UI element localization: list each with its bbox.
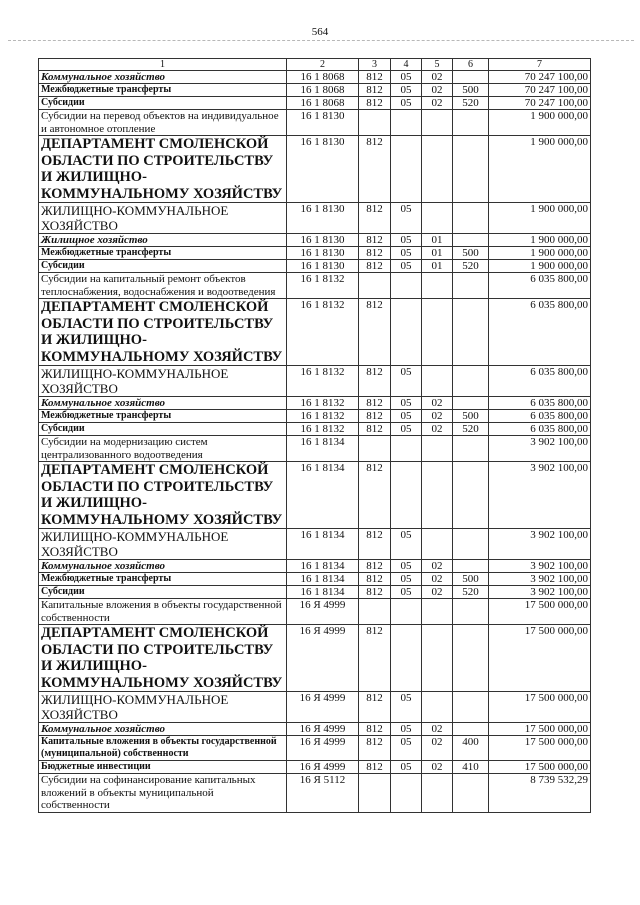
cell-ministry-code xyxy=(359,273,391,299)
cell-ministry-code: 812 xyxy=(359,136,391,203)
cell-amount: 1 900 000,00 xyxy=(489,260,591,273)
cell-subsection-code xyxy=(422,436,453,462)
cell-amount: 3 902 100,00 xyxy=(489,573,591,586)
cell-section-code xyxy=(391,110,422,136)
cell-section-code xyxy=(391,462,422,529)
cell-name: ДЕПАРТАМЕНТ СМОЛЕНСКОЙ ОБЛАСТИ ПО СТРОИТЕЛЬСТВУ И ЖИЛИЩНО-КОММУНАЛЬНОМУ ХОЗЯЙСТВУ xyxy=(39,625,287,692)
cell-subsection-code xyxy=(422,599,453,625)
cell-ministry-code: 812 xyxy=(359,203,391,234)
cell-expense-type xyxy=(453,462,489,529)
cell-subsection-code: 02 xyxy=(422,423,453,436)
cell-target-code: 16 1 8132 xyxy=(287,423,359,436)
cell-expense-type xyxy=(453,234,489,247)
cell-expense-type xyxy=(453,397,489,410)
table-row xyxy=(39,71,591,84)
cell-name: Коммунальное хозяйство xyxy=(39,71,287,84)
cell-section-code: 05 xyxy=(391,560,422,573)
cell-amount: 70 247 100,00 xyxy=(489,71,591,84)
cell-subsection-code: 02 xyxy=(422,397,453,410)
cell-expense-type xyxy=(453,366,489,397)
table-row xyxy=(39,586,591,599)
cell-section-code: 05 xyxy=(391,247,422,260)
table-row xyxy=(39,560,591,573)
cell-section-code xyxy=(391,599,422,625)
table-row xyxy=(39,366,591,397)
cell-expense-type xyxy=(453,599,489,625)
cell-section-code xyxy=(391,436,422,462)
cell-section-code: 05 xyxy=(391,234,422,247)
cell-expense-type: 500 xyxy=(453,573,489,586)
cell-target-code: 16 1 8134 xyxy=(287,560,359,573)
cell-section-code xyxy=(391,774,422,813)
cell-section-code: 05 xyxy=(391,723,422,736)
cell-name: Субсидии на перевод объектов на индивидуальное и автономное отопление xyxy=(39,110,287,136)
cell-subsection-code: 02 xyxy=(422,586,453,599)
cell-amount: 3 902 100,00 xyxy=(489,462,591,529)
table-row xyxy=(39,723,591,736)
cell-expense-type: 520 xyxy=(453,260,489,273)
cell-amount: 6 035 800,00 xyxy=(489,366,591,397)
header-cell-1: 1 xyxy=(39,59,287,71)
cell-ministry-code: 812 xyxy=(359,586,391,599)
cell-expense-type: 500 xyxy=(453,410,489,423)
cell-name: ЖИЛИЩНО-КОММУНАЛЬНОЕ ХОЗЯЙСТВО xyxy=(39,203,287,234)
cell-subsection-code xyxy=(422,136,453,203)
table-row xyxy=(39,573,591,586)
cell-section-code xyxy=(391,136,422,203)
cell-expense-type xyxy=(453,71,489,84)
cell-amount: 8 739 532,29 xyxy=(489,774,591,813)
cell-expense-type: 500 xyxy=(453,84,489,97)
cell-expense-type: 520 xyxy=(453,586,489,599)
cell-target-code: 16 1 8130 xyxy=(287,234,359,247)
cell-target-code: 16 Я 4999 xyxy=(287,625,359,692)
header-cell-2: 2 xyxy=(287,59,359,71)
cell-name: Межбюджетные трансферты xyxy=(39,410,287,423)
cell-subsection-code: 02 xyxy=(422,573,453,586)
cell-section-code xyxy=(391,299,422,366)
cell-expense-type xyxy=(453,774,489,813)
cell-section-code: 05 xyxy=(391,529,422,560)
cell-ministry-code: 812 xyxy=(359,723,391,736)
header-cell-4: 4 xyxy=(391,59,422,71)
cell-expense-type: 410 xyxy=(453,761,489,774)
cell-ministry-code: 812 xyxy=(359,573,391,586)
cell-section-code: 05 xyxy=(391,410,422,423)
table-row xyxy=(39,97,591,110)
cell-section-code: 05 xyxy=(391,203,422,234)
cell-subsection-code xyxy=(422,203,453,234)
cell-expense-type xyxy=(453,299,489,366)
cell-ministry-code: 812 xyxy=(359,560,391,573)
table-row xyxy=(39,299,591,366)
cell-amount: 3 902 100,00 xyxy=(489,436,591,462)
cell-subsection-code: 01 xyxy=(422,234,453,247)
table-row xyxy=(39,599,591,625)
cell-subsection-code xyxy=(422,299,453,366)
cell-expense-type xyxy=(453,723,489,736)
cell-target-code: 16 1 8134 xyxy=(287,573,359,586)
table-row xyxy=(39,203,591,234)
cell-target-code: 16 1 8132 xyxy=(287,397,359,410)
cell-section-code xyxy=(391,273,422,299)
cell-name: Субсидии xyxy=(39,423,287,436)
cell-name: Коммунальное хозяйство xyxy=(39,560,287,573)
cell-ministry-code: 812 xyxy=(359,84,391,97)
cell-subsection-code xyxy=(422,692,453,723)
cell-section-code: 05 xyxy=(391,97,422,110)
cell-amount: 17 500 000,00 xyxy=(489,692,591,723)
cell-expense-type xyxy=(453,436,489,462)
cell-amount: 3 902 100,00 xyxy=(489,529,591,560)
cell-ministry-code: 812 xyxy=(359,761,391,774)
cell-target-code: 16 Я 4999 xyxy=(287,599,359,625)
cell-target-code: 16 1 8130 xyxy=(287,247,359,260)
cell-ministry-code: 812 xyxy=(359,736,391,761)
cell-name: Капитальные вложения в объекты государственной собственности xyxy=(39,599,287,625)
cell-subsection-code xyxy=(422,625,453,692)
cell-subsection-code xyxy=(422,774,453,813)
cell-ministry-code: 812 xyxy=(359,692,391,723)
cell-expense-type xyxy=(453,529,489,560)
table-row xyxy=(39,529,591,560)
cell-amount: 1 900 000,00 xyxy=(489,203,591,234)
cell-ministry-code: 812 xyxy=(359,71,391,84)
cell-ministry-code: 812 xyxy=(359,423,391,436)
table-row xyxy=(39,423,591,436)
cell-ministry-code: 812 xyxy=(359,247,391,260)
cell-subsection-code xyxy=(422,110,453,136)
cell-target-code: 16 1 8132 xyxy=(287,299,359,366)
cell-name: ЖИЛИЩНО-КОММУНАЛЬНОЕ ХОЗЯЙСТВО xyxy=(39,529,287,560)
cell-amount: 3 902 100,00 xyxy=(489,560,591,573)
cell-subsection-code: 02 xyxy=(422,410,453,423)
cell-target-code: 16 1 8132 xyxy=(287,366,359,397)
cell-section-code: 05 xyxy=(391,71,422,84)
cell-subsection-code xyxy=(422,273,453,299)
cell-target-code: 16 1 8130 xyxy=(287,203,359,234)
cell-amount: 6 035 800,00 xyxy=(489,423,591,436)
cell-name: Субсидии на софинансирование капитальных вложений в объекты муниципальной собственности xyxy=(39,774,287,813)
cell-amount: 3 902 100,00 xyxy=(489,586,591,599)
cell-amount: 6 035 800,00 xyxy=(489,410,591,423)
cell-expense-type: 500 xyxy=(453,247,489,260)
table-row xyxy=(39,761,591,774)
cell-target-code: 16 1 8130 xyxy=(287,110,359,136)
cell-ministry-code: 812 xyxy=(359,410,391,423)
cell-expense-type xyxy=(453,110,489,136)
cell-ministry-code: 812 xyxy=(359,299,391,366)
table-row xyxy=(39,692,591,723)
header-cell-5: 5 xyxy=(422,59,453,71)
table-row xyxy=(39,136,591,203)
cell-section-code: 05 xyxy=(391,586,422,599)
cell-amount: 17 500 000,00 xyxy=(489,625,591,692)
cell-section-code: 05 xyxy=(391,692,422,723)
cell-ministry-code: 812 xyxy=(359,260,391,273)
cell-name: Капитальные вложения в объекты государственной (муниципальной) собственности xyxy=(39,736,287,761)
cell-name: Межбюджетные трансферты xyxy=(39,247,287,260)
cell-name: Субсидии xyxy=(39,260,287,273)
cell-subsection-code: 02 xyxy=(422,71,453,84)
cell-ministry-code xyxy=(359,599,391,625)
cell-section-code: 05 xyxy=(391,761,422,774)
cell-ministry-code: 812 xyxy=(359,529,391,560)
cell-target-code: 16 1 8134 xyxy=(287,586,359,599)
table-row xyxy=(39,462,591,529)
cell-amount: 17 500 000,00 xyxy=(489,736,591,761)
cell-amount: 6 035 800,00 xyxy=(489,397,591,410)
cell-target-code: 16 1 8134 xyxy=(287,436,359,462)
cell-name: Субсидии на капитальный ремонт объектов теплоснабжения, водоснабжения и водоотведения xyxy=(39,273,287,299)
cell-target-code: 16 1 8068 xyxy=(287,71,359,84)
cell-target-code: 16 1 8132 xyxy=(287,410,359,423)
cell-name: Субсидии xyxy=(39,97,287,110)
cell-amount: 1 900 000,00 xyxy=(489,110,591,136)
table-row xyxy=(39,397,591,410)
cell-name: ДЕПАРТАМЕНТ СМОЛЕНСКОЙ ОБЛАСТИ ПО СТРОИТЕЛЬСТВУ И ЖИЛИЩНО-КОММУНАЛЬНОМУ ХОЗЯЙСТВУ xyxy=(39,136,287,203)
header-cell-7: 7 xyxy=(489,59,591,71)
cell-target-code: 16 Я 5112 xyxy=(287,774,359,813)
cell-subsection-code: 02 xyxy=(422,84,453,97)
cell-name: Бюджетные инвестиции xyxy=(39,761,287,774)
table-row xyxy=(39,110,591,136)
cell-ministry-code xyxy=(359,110,391,136)
cell-target-code: 16 Я 4999 xyxy=(287,723,359,736)
cell-ministry-code xyxy=(359,436,391,462)
cell-name: Межбюджетные трансферты xyxy=(39,84,287,97)
cell-section-code: 05 xyxy=(391,736,422,761)
table-row xyxy=(39,260,591,273)
table-row xyxy=(39,410,591,423)
header-cell-3: 3 xyxy=(359,59,391,71)
cell-ministry-code: 812 xyxy=(359,462,391,529)
cell-ministry-code: 812 xyxy=(359,366,391,397)
cell-expense-type xyxy=(453,203,489,234)
cell-expense-type: 520 xyxy=(453,423,489,436)
cell-subsection-code xyxy=(422,366,453,397)
cell-target-code: 16 Я 4999 xyxy=(287,692,359,723)
cell-ministry-code xyxy=(359,774,391,813)
table-row xyxy=(39,273,591,299)
cell-ministry-code: 812 xyxy=(359,97,391,110)
cell-section-code: 05 xyxy=(391,366,422,397)
cell-ministry-code: 812 xyxy=(359,625,391,692)
budget-table xyxy=(38,58,591,813)
cell-subsection-code: 02 xyxy=(422,736,453,761)
cell-amount: 70 247 100,00 xyxy=(489,97,591,110)
cell-section-code: 05 xyxy=(391,84,422,97)
cell-name: ЖИЛИЩНО-КОММУНАЛЬНОЕ ХОЗЯЙСТВО xyxy=(39,692,287,723)
page-number: 564 xyxy=(311,26,329,38)
header-cell-6: 6 xyxy=(453,59,489,71)
table-row xyxy=(39,736,591,761)
cell-name: ДЕПАРТАМЕНТ СМОЛЕНСКОЙ ОБЛАСТИ ПО СТРОИТЕЛЬСТВУ И ЖИЛИЩНО-КОММУНАЛЬНОМУ ХОЗЯЙСТВУ xyxy=(39,299,287,366)
cell-target-code: 16 1 8130 xyxy=(287,136,359,203)
cell-amount: 1 900 000,00 xyxy=(489,247,591,260)
cell-subsection-code: 01 xyxy=(422,247,453,260)
cell-name: Субсидии на модернизацию систем централизованного водоотведения xyxy=(39,436,287,462)
table-row xyxy=(39,247,591,260)
cell-ministry-code: 812 xyxy=(359,397,391,410)
cell-name: Коммунальное хозяйство xyxy=(39,397,287,410)
cell-subsection-code: 02 xyxy=(422,560,453,573)
cell-target-code: 16 1 8132 xyxy=(287,273,359,299)
table-body xyxy=(39,59,591,813)
cell-subsection-code: 02 xyxy=(422,97,453,110)
cell-expense-type xyxy=(453,625,489,692)
cell-subsection-code xyxy=(422,529,453,560)
cell-amount: 70 247 100,00 xyxy=(489,84,591,97)
cell-section-code: 05 xyxy=(391,397,422,410)
cell-section-code: 05 xyxy=(391,573,422,586)
cell-target-code: 16 1 8130 xyxy=(287,260,359,273)
cell-expense-type: 520 xyxy=(453,97,489,110)
cell-subsection-code: 01 xyxy=(422,260,453,273)
cell-name: ЖИЛИЩНО-КОММУНАЛЬНОЕ ХОЗЯЙСТВО xyxy=(39,366,287,397)
cell-subsection-code: 02 xyxy=(422,761,453,774)
cell-target-code: 16 Я 4999 xyxy=(287,736,359,761)
cell-name: ДЕПАРТАМЕНТ СМОЛЕНСКОЙ ОБЛАСТИ ПО СТРОИТЕЛЬСТВУ И ЖИЛИЩНО-КОММУНАЛЬНОМУ ХОЗЯЙСТВУ xyxy=(39,462,287,529)
cell-subsection-code xyxy=(422,462,453,529)
cell-name: Коммунальное хозяйство xyxy=(39,723,287,736)
cell-expense-type xyxy=(453,273,489,299)
cell-amount: 6 035 800,00 xyxy=(489,273,591,299)
cell-expense-type: 400 xyxy=(453,736,489,761)
table-row xyxy=(39,774,591,813)
cell-expense-type xyxy=(453,136,489,203)
table-row xyxy=(39,625,591,692)
cell-amount: 6 035 800,00 xyxy=(489,299,591,366)
cell-section-code xyxy=(391,625,422,692)
cell-ministry-code: 812 xyxy=(359,234,391,247)
scan-artifact-line xyxy=(8,40,634,41)
header-row xyxy=(39,59,591,71)
cell-amount: 1 900 000,00 xyxy=(489,136,591,203)
table-row xyxy=(39,436,591,462)
cell-section-code: 05 xyxy=(391,260,422,273)
cell-target-code: 16 Я 4999 xyxy=(287,761,359,774)
table-row xyxy=(39,84,591,97)
cell-expense-type xyxy=(453,692,489,723)
cell-target-code: 16 1 8068 xyxy=(287,84,359,97)
cell-section-code: 05 xyxy=(391,423,422,436)
cell-amount: 17 500 000,00 xyxy=(489,599,591,625)
cell-amount: 17 500 000,00 xyxy=(489,723,591,736)
cell-expense-type xyxy=(453,560,489,573)
cell-name: Субсидии xyxy=(39,586,287,599)
cell-amount: 1 900 000,00 xyxy=(489,234,591,247)
cell-target-code: 16 1 8134 xyxy=(287,462,359,529)
table-row xyxy=(39,234,591,247)
cell-amount: 17 500 000,00 xyxy=(489,761,591,774)
cell-name: Жилищное хозяйство xyxy=(39,234,287,247)
cell-target-code: 16 1 8134 xyxy=(287,529,359,560)
cell-name: Межбюджетные трансферты xyxy=(39,573,287,586)
cell-target-code: 16 1 8068 xyxy=(287,97,359,110)
cell-subsection-code: 02 xyxy=(422,723,453,736)
